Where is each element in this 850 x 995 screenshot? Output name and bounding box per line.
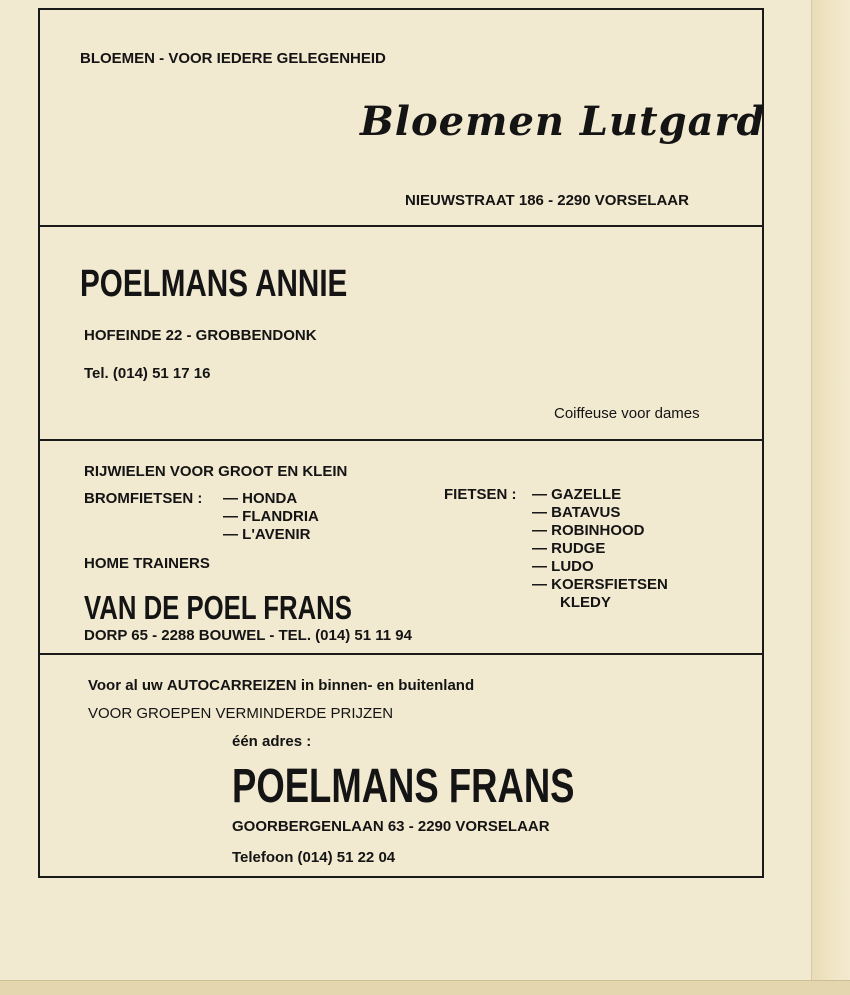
bromfietsen-label: BROMFIETSEN : [84, 490, 203, 507]
frans-line1 [88, 677, 474, 694]
fietsen-label: FIETSEN : [444, 486, 517, 503]
fietsen-item: — KOERSFIETSEN [532, 576, 668, 593]
vandepoel-heading: RIJWIELEN VOOR GROOT EN KLEIN [84, 463, 348, 480]
home-trainers: HOME TRAINERS [84, 555, 210, 572]
fietsen-item: — GAZELLE [532, 486, 622, 503]
frans-line1-suffix: in binnen- en buitenland [300, 677, 475, 694]
frans-name: POELMANS FRANS [232, 760, 575, 813]
vandepoel-name-wrap [84, 589, 428, 627]
fietsen-item: — BATAVUS [532, 504, 621, 521]
frans-line1-prefix: Voor al uw [88, 677, 163, 694]
vandepoel-address: DORP 65 - 2288 BOUWEL - TEL. (014) 51 11 94 [84, 627, 412, 644]
fietsen-item: KLEDY [560, 594, 611, 611]
bloemen-address: NIEUWSTRAAT 186 - 2290 VORSELAAR [405, 192, 689, 209]
fietsen-item: — ROBINHOOD [532, 522, 645, 539]
bloemen-tagline: BLOEMEN - VOOR IEDERE GELEGENHEID [80, 50, 386, 67]
frans-line2: VOOR GROEPEN VERMINDERDE PRIJZEN [88, 705, 394, 722]
annie-name: POELMANS ANNIE [80, 263, 348, 305]
annie-phone: Tel. (014) 51 17 16 [84, 365, 211, 382]
ad-poelmans-annie [40, 227, 762, 439]
fietsen-item: — LUDO [532, 558, 594, 575]
advertisement-frame [38, 8, 764, 878]
frans-name-wrap [232, 759, 683, 814]
page-edge [811, 0, 850, 995]
ad-bloemen-lutgard [40, 10, 766, 225]
fietsen-item: — RUDGE [532, 540, 606, 557]
annie-name-wrap [80, 263, 423, 306]
bloemen-name: Bloemen Lutgard [360, 98, 766, 145]
page-bottom-edge [0, 980, 850, 995]
bromfietsen-item: — L'AVENIR [223, 526, 311, 543]
ad-van-de-poel-frans [40, 441, 762, 653]
frans-line3: één adres : [232, 733, 312, 750]
bromfietsen-item: — HONDA [223, 490, 298, 507]
bromfietsen-item: — FLANDRIA [223, 508, 319, 525]
frans-line1-strong: AUTOCARREIZEN [166, 677, 297, 694]
frans-phone: Telefoon (014) 51 22 04 [232, 849, 396, 866]
vandepoel-name: VAN DE POEL FRANS [84, 589, 352, 626]
ad-poelmans-frans [40, 655, 762, 877]
annie-address: HOFEINDE 22 - GROBBENDONK [84, 327, 317, 344]
frans-address: GOORBERGENLAAN 63 - 2290 VORSELAAR [232, 818, 550, 835]
annie-profession: Coiffeuse voor dames [554, 405, 700, 422]
